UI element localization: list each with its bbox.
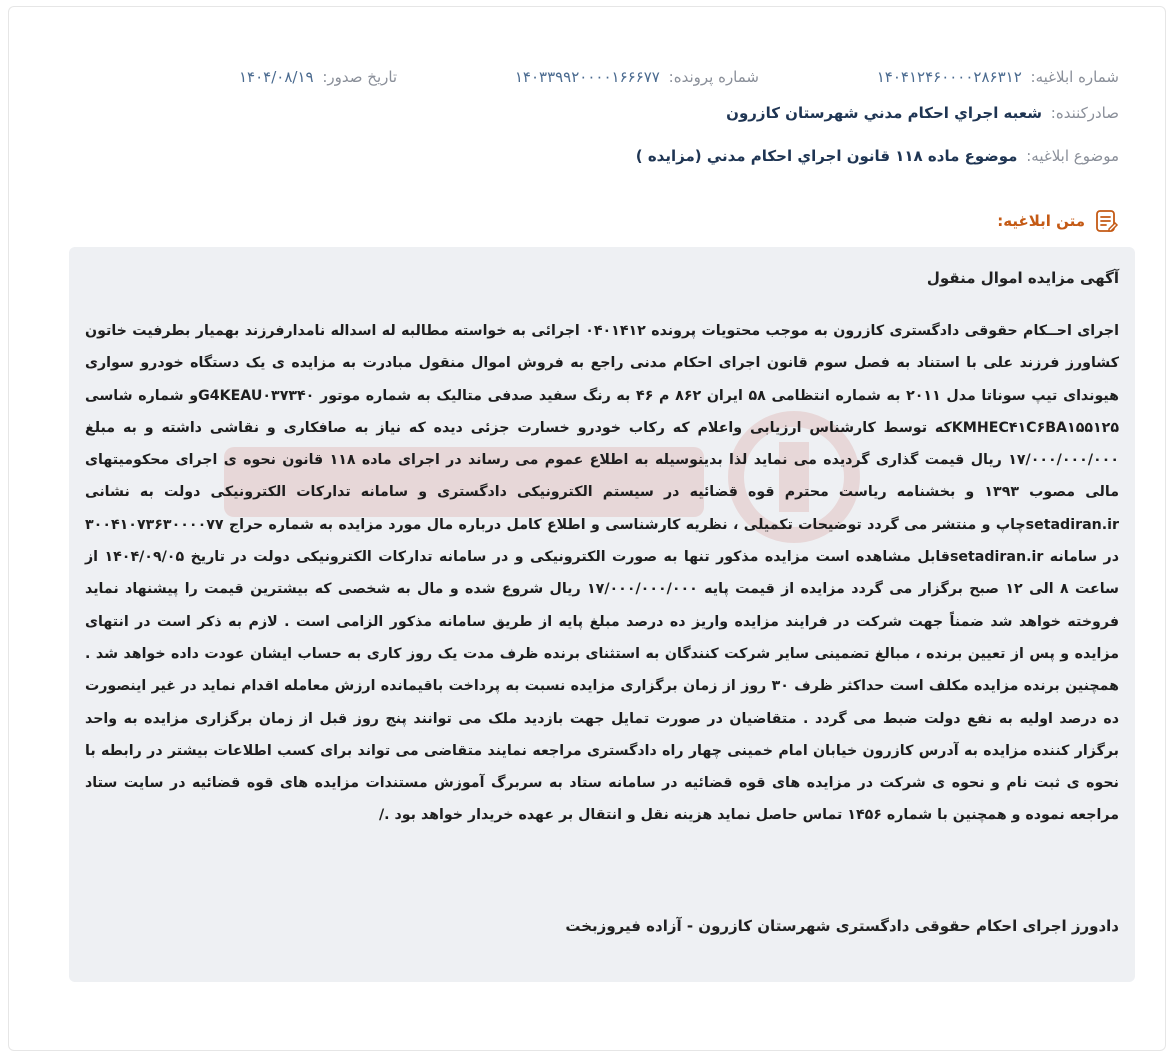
document-text-icon bbox=[1093, 208, 1119, 234]
notice-signature: دادورز اجرای احکام حقوقی دادگستری شهرستان کازرون - آزاده فیروزبخت bbox=[565, 917, 1119, 935]
notice-text-title: متن ابلاغیه: bbox=[997, 212, 1085, 230]
notice-title: آگهی مزایده اموال منقول bbox=[926, 269, 1119, 287]
case-number-label: شماره پرونده: bbox=[668, 68, 759, 86]
notice-number-value: ۱۴۰۴۱۲۴۶۰۰۰۰۲۸۶۳۱۲ bbox=[876, 68, 1022, 86]
subject-value: موضوع ماده ۱۱۸ قانون اجراي احکام مدني (مزايده ) bbox=[635, 147, 1018, 165]
case-number-value: ۱۴۰۳۳۹۹۲۰۰۰۰۱۶۶۶۷۷ bbox=[514, 68, 660, 86]
notice-text-header bbox=[997, 207, 1119, 235]
issue-date-value: ۱۴۰۴/۰۸/۱۹ bbox=[239, 68, 314, 86]
notice-body-box bbox=[69, 247, 1135, 982]
notice-number-label: شماره ابلاغیه: bbox=[1030, 68, 1119, 86]
meta-row bbox=[239, 65, 1119, 89]
issue-date-label: تاریخ صدور: bbox=[322, 68, 398, 86]
subject-line bbox=[636, 147, 1119, 171]
notice-body-text: اجرای احــکام حقوقی دادگستری کازرون به موجب محتویات پرونده ۰۴۰۱۴۱۲ اجرائی به خواسته مطالبه له اسداله نامدارفرزند بهمیار بطرفیت خاتون کشاورز فرزند علی با استناد به فصل سوم قانون اجرای احکام مدنی راجع به فروش اموال منقول مبادرت به مزایده ی یک دستگاه خودرو سواری هیوندای تیپ سوناتا مدل ۲۰۱۱ به شماره انتظامی ۵۸ ایران ۸۶۲ م ۴۶ به رنگ سفید صدفی متالیک به شماره موتور G4KEAU۰۳۷۳۴۰و شماره شاسی KMHEC۴۱C۶BA۱۵۵۱۲۵که توسط کارشناس ارزیابی واعلام که رکاب خودرو خسارت جزئی دیده که نیاز به صافکاری و نقاشی داشته و به مبلغ ۱۷/۰۰۰/۰۰۰/۰۰۰ ریال قیمت گذاری گردیده می نماید لذا بدینوسیله به اطلاع عموم می رساند در اجرای ماده ۱۱۸ قانون نحوه ی اجرای محکومیتهای مالی مصوب ۱۳۹۳ و بخشنامه ریاست محترم قوه قضائیه در سیستم الکترونیکی دادگستری و سامانه تدارکات الکترونیکی دولت به نشانی setadiran.irچاپ و منتشر می گردد توضیحات تکمیلی ، نظریه کارشناسی و اطلاع کامل درباره مال مورد مزایده به شماره حراج ۳۰۰۴۱۰۷۳۶۳۰۰۰۰۷۷ در سامانه setadiran.irقابل مشاهده است مزایده مذکور تنها به صورت الکترونیکی و در سامانه تدارکات الکترونیکی دولت در تاریخ ۱۴۰۴/۰۹/۰۵ از ساعت ۸ الی ۱۲ صبح برگزار می گردد مزایده از قیمت پایه ۱۷/۰۰۰/۰۰۰/۰۰۰ ریال شروع شده و مال به شخصی که بیشترین قیمت را پیشنهاد نماید فروخته خواهد شد ضمناً جهت شرکت در فرایند مزایده واریز ده درصد مبلغ پایه از طریق سامانه مذکور الزامی است . لازم به ذکر است در انتهای مزایده و پس از تعیین برنده ، مبالغ تضمینی سایر شرکت کنندگان به استثنای برنده ظرف مدت یک روز کاری به حساب ایشان عودت داده خواهد شد . همچنین برنده مزایده مکلف است حداکثر ظرف ۳۰ روز از زمان برگزاری مزایده نسبت به پرداخت باقیمانده ارزش معامله اقدام نماید در غیر اینصورت ده درصد اولیه به نفع دولت ضبط می گردد . متقاضیان در صورت تمایل جهت بازدید ملک می توانند پنج روز قبل از زمان برگزاری مزایده به واحد برگزار کننده مزایده به آدرس کازرون خیابان امام خمینی چهار راه دادگستری مراجعه نمایند متقاضی می تواند برای کسب اطلاعات بیشتر در رابطه با نحوه ی ثبت نام و نحوه ی شرکت در مزایده های قوه قضائیه در سامانه ستاد به سربرگ آموزش مستندات مزایده های قوه قضائیه در سایت ستاد مراجعه نموده و همچنین با شماره ۱۴۵۶ تماس حاصل نماید هزینه نقل و انتقال بر عهده خریدار خواهد بود ./ bbox=[85, 323, 1120, 824]
issuer-value: شعبه اجراي احکام مدني شهرستان کازرون bbox=[726, 104, 1042, 122]
issue-date bbox=[239, 68, 397, 86]
issuer-label: صادرکننده: bbox=[1050, 104, 1119, 122]
notice-number bbox=[877, 68, 1119, 86]
case-number bbox=[515, 68, 759, 86]
subject-label: موضوع ابلاغیه: bbox=[1026, 147, 1119, 165]
notice-card bbox=[8, 6, 1166, 1051]
issuer-line bbox=[726, 104, 1119, 128]
